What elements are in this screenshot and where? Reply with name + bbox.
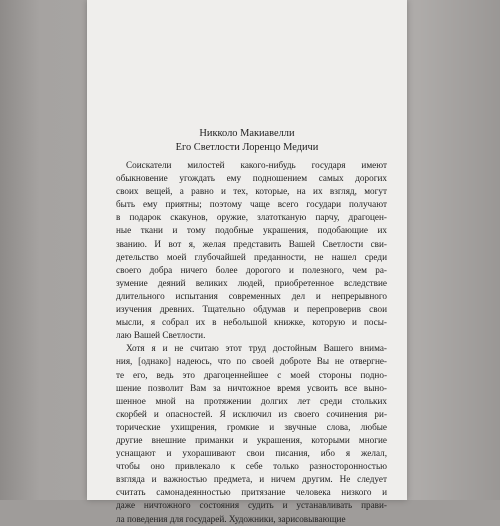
text-line: своего добра ничего более дорогого и полезного, чем ра- bbox=[116, 264, 387, 275]
text-line: другие внешние приманки и украшения, которыми многие bbox=[116, 434, 387, 445]
text-line: Соискатели милостей какого-нибудь государя имеют bbox=[126, 160, 387, 170]
author-line: Никколо Макиавелли bbox=[199, 128, 295, 139]
dedication-heading bbox=[87, 127, 407, 154]
paragraph bbox=[116, 342, 387, 525]
text-line: шение позволит Вам за ничтожное время усвоить все выно- bbox=[116, 382, 387, 393]
text-line: мысли, я собрал их в небольшой книжке, которую и посы- bbox=[116, 317, 387, 328]
text-line: быть ему приятны; поэтому чаще всего государи получают bbox=[116, 199, 387, 210]
text-line: чтобы оно привлекало к себе только разносторонностью bbox=[116, 461, 387, 472]
text-line: зумение деяний великих людей, приобретенное вследствие bbox=[116, 277, 387, 288]
text-line: уснащают и ухорашивают свои писания, ибо я желал, bbox=[116, 448, 387, 459]
text-line: Хотя я и не считаю этот труд достойным Вашего внима- bbox=[126, 343, 387, 354]
text-line: шенное мной на протяжении долгих лет среди стольких bbox=[116, 395, 387, 406]
text-line: в подарок скакунов, оружие, златотканую парчу, драгоцен- bbox=[116, 212, 387, 223]
text-line: взгляда и важностью предмета, и ничем другим. Не следует bbox=[116, 474, 387, 485]
paragraph bbox=[116, 159, 387, 342]
dedication-line: Его Светлости Лоренцо Медичи bbox=[175, 141, 319, 153]
text-line: обыкновение угождать ему подношением самых дорогих bbox=[116, 173, 387, 184]
text-line: считать самонадеянностью притязание человека низкого и bbox=[116, 487, 387, 498]
text-line: длительного испытания современных дел и непрерывного bbox=[116, 290, 387, 301]
text-line: званию. И вот я, желая представить Вашей Светлости сви- bbox=[116, 238, 387, 249]
text-line: даже ничтожного состояния судить и устанавливать прави- bbox=[116, 500, 387, 511]
text-line: те его, ведь это драгоценнейшее с моей стороны подно- bbox=[116, 369, 387, 380]
text-line: лаю Вашей Светлости. bbox=[116, 330, 206, 341]
text-line: детельство моей глубочайшей преданности, не нашел среди bbox=[116, 251, 387, 262]
book-page bbox=[87, 0, 407, 524]
text-line: скорбей и опасностей. Я исключил из своего сочинения ри- bbox=[116, 408, 387, 419]
text-line: торические ухищрения, громкие и звучные слова, любые bbox=[116, 421, 387, 432]
text-line: своих вещей, а равно и тех, которые, на их взгляд, могут bbox=[116, 186, 387, 197]
text-line: ла поведения для государей. Художники, зарисовывающие bbox=[116, 513, 346, 524]
text-line: ные ткани и тому подобные украшения, подобающие их bbox=[116, 225, 387, 236]
text-line: ния, [однако] надеюсь, что по своей доброте Вы не отвергне- bbox=[116, 356, 387, 367]
body-text bbox=[116, 159, 387, 526]
text-line: изучения древних. Тщательно обдумав и перепроверив свои bbox=[116, 304, 387, 315]
